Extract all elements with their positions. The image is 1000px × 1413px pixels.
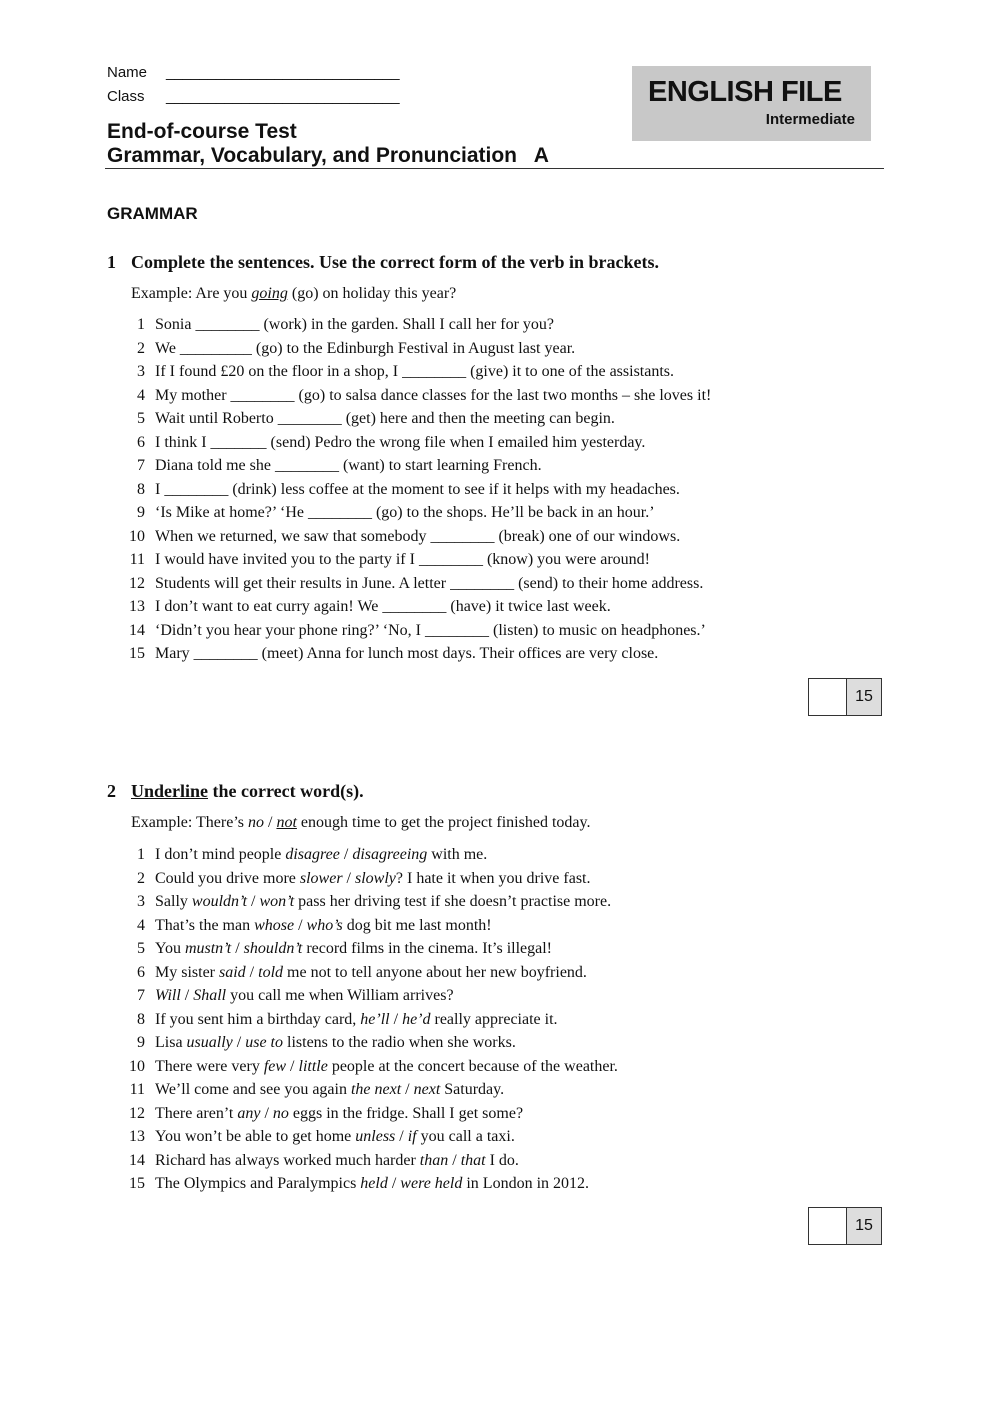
test-subtitle: Grammar, Vocabulary, and Pronunciation A: [107, 144, 549, 167]
exercise-2-item: [137, 963, 587, 982]
option-b[interactable]: slowly: [355, 869, 396, 887]
exercise-2-item: [129, 1057, 618, 1076]
item-text-pre: My sister: [155, 963, 219, 981]
score-input[interactable]: [809, 679, 847, 715]
item-text-post: eggs in the fridge. Shall I get some?: [288, 1104, 524, 1122]
exercise-2-item: [137, 916, 492, 935]
item-number: 15: [129, 1175, 145, 1192]
item-text: When we returned, we saw that somebody ________ (break) one of our windows.: [155, 527, 681, 545]
example-text: enough time to get the project finished today.: [296, 814, 591, 831]
item-number: 1: [137, 316, 145, 333]
option-a[interactable]: wouldn’t: [191, 893, 248, 910]
item-number: 6: [137, 433, 145, 451]
option-a[interactable]: held: [360, 1175, 388, 1192]
item-text-pre: We’ll come and see you again: [155, 1081, 351, 1098]
item-number: 12: [129, 1104, 145, 1122]
exercise-2-item: [137, 1010, 558, 1029]
option-b[interactable]: Shall: [193, 987, 227, 1004]
exercise-2-item: [137, 987, 454, 1005]
exercise-1-item[interactable]: [137, 433, 646, 452]
item-text: I ________ (drink) less coffee at the moment to see if it helps with my headaches.: [155, 480, 680, 498]
item-text-post: really appreciate it.: [430, 1010, 558, 1028]
option-b[interactable]: little: [298, 1057, 328, 1075]
exercise-1-item[interactable]: [137, 363, 675, 381]
option-a[interactable]: slower: [299, 869, 343, 887]
item-number: 12: [129, 574, 145, 592]
item-number: 9: [137, 504, 145, 521]
test-title: End-of-course Test: [107, 120, 297, 143]
name-field[interactable]: ____________________________: [166, 64, 400, 81]
option-separator: /: [395, 1128, 408, 1145]
exercise-1-item[interactable]: [129, 551, 650, 569]
item-number: 10: [129, 527, 145, 545]
item-number: 1: [137, 846, 145, 863]
item-text-post: me not to tell anyone about her new boyfriend.: [283, 963, 587, 981]
exercise-1-item[interactable]: [137, 410, 615, 428]
option-separator: /: [232, 1034, 246, 1051]
item-text: Diana told me she ________ (want) to start learning French.: [155, 457, 542, 474]
item-number: 7: [137, 987, 145, 1004]
exercise-2-item: [129, 1151, 519, 1170]
item-text-post: ? I hate it when you drive fast.: [395, 869, 591, 887]
score-total: 15: [847, 1208, 881, 1244]
example-separator: /: [264, 814, 277, 831]
option-b[interactable]: he’d: [402, 1010, 431, 1028]
option-separator: /: [294, 916, 307, 934]
exercise-1-item[interactable]: [137, 457, 542, 475]
option-a[interactable]: than: [419, 1151, 449, 1169]
item-number: 8: [137, 1010, 145, 1028]
item-text-post: dog bit me last month!: [342, 916, 492, 934]
example-text: Example: Are you: [131, 285, 252, 302]
item-number: 9: [137, 1034, 145, 1051]
name-label: Name: [107, 64, 148, 81]
option-b[interactable]: told: [258, 963, 284, 981]
item-number: 13: [129, 1128, 145, 1145]
item-number: 2: [137, 339, 145, 357]
item-text-pre: I don’t mind people: [155, 846, 286, 863]
exercise-1-item[interactable]: [137, 504, 655, 522]
example-answer: going: [251, 285, 288, 302]
item-text: Mary ________ (meet) Anna for lunch most days. Their offices are very close.: [155, 645, 659, 662]
item-number: 5: [137, 410, 145, 427]
option-b[interactable]: won’t: [259, 893, 295, 910]
item-text-pre: There aren’t: [155, 1104, 238, 1122]
header-divider: [105, 168, 884, 169]
item-text-pre: You won’t be able to get home: [155, 1128, 356, 1145]
exercise-1-instruction: Complete the sentences. Use the correct form of the verb in brackets.: [131, 252, 660, 272]
option-separator: /: [389, 1010, 403, 1028]
item-text-pre: There were very: [155, 1057, 264, 1075]
option-separator: /: [448, 1151, 461, 1169]
example-answer: not: [276, 814, 297, 831]
brand-level: Intermediate: [765, 111, 855, 128]
item-text-post: listens to the radio when she works.: [283, 1034, 516, 1051]
option-b[interactable]: disagreeing: [352, 846, 428, 863]
option-b[interactable]: who’s: [306, 916, 343, 934]
option-b[interactable]: use to: [245, 1034, 283, 1051]
exercise-2-item: [137, 940, 553, 958]
exercise-2-heading: [107, 781, 364, 802]
item-text: My mother ________ (go) to salsa dance classes for the last two months – she loves it!: [155, 386, 712, 404]
exercise-2-instruction: the correct word(s).: [208, 781, 364, 801]
item-number: 13: [129, 598, 145, 615]
option-a[interactable]: any: [237, 1104, 261, 1122]
exercise-2-item: [129, 1128, 515, 1146]
class-label: Class: [107, 88, 145, 105]
item-text: Wait until Roberto ________ (get) here and then the meeting can begin.: [155, 410, 615, 427]
option-a[interactable]: whose: [254, 916, 295, 934]
option-separator: /: [260, 1104, 273, 1122]
exercise-1-item[interactable]: [129, 527, 681, 546]
item-number: 6: [137, 963, 145, 981]
option-b[interactable]: no: [272, 1104, 289, 1122]
item-text-pre: That’s the man: [155, 916, 255, 934]
example-text: (go) on holiday this year?: [287, 285, 457, 302]
option-separator: /: [286, 1057, 299, 1075]
exercise-2-example: [131, 814, 590, 832]
item-text: I would have invited you to the party if I ________ (know) you were around!: [155, 551, 650, 568]
exercise-2-item: [137, 869, 591, 888]
exercise-2-item: [137, 893, 612, 911]
section-heading: GRAMMAR: [107, 204, 198, 223]
item-text-pre: Richard has always worked much harder: [155, 1151, 420, 1169]
item-number: 3: [137, 893, 145, 910]
option-a[interactable]: mustn’t: [184, 940, 232, 957]
item-number: 7: [137, 457, 145, 474]
option-a[interactable]: disagree: [285, 846, 340, 863]
item-text-pre: The Olympics and Paralympics: [155, 1175, 361, 1192]
item-number: 15: [129, 645, 145, 662]
item-text-pre: You: [155, 940, 185, 957]
item-number: 4: [137, 386, 145, 404]
option-separator: /: [387, 1175, 401, 1192]
item-number: 5: [137, 940, 145, 957]
item-number: 3: [137, 363, 145, 380]
example-option: no: [248, 814, 264, 831]
item-text-post: you call a taxi.: [416, 1128, 515, 1145]
option-separator: /: [342, 869, 355, 887]
option-separator: /: [401, 1081, 414, 1098]
item-number: 11: [129, 551, 145, 568]
item-text: We _________ (go) to the Edinburgh Festival in August last year.: [155, 339, 576, 357]
option-a[interactable]: unless: [355, 1128, 396, 1145]
exercise-1-item[interactable]: [137, 339, 576, 358]
item-text-post: Saturday.: [440, 1081, 505, 1098]
item-text-post: in London in 2012.: [462, 1175, 590, 1192]
item-text-pre: Could you drive more: [155, 869, 300, 887]
item-number: 10: [129, 1057, 145, 1075]
item-text-pre: Lisa: [155, 1034, 187, 1051]
item-text-post: record films in the cinema. It’s illegal!: [302, 940, 553, 957]
option-b[interactable]: that: [460, 1151, 486, 1169]
exercise-2-item: [129, 1175, 590, 1193]
exercise-1-example: [131, 285, 456, 303]
option-separator: /: [245, 963, 259, 981]
item-text-post: pass her driving test if she doesn’t practise more.: [294, 893, 612, 910]
exercise-1-item[interactable]: [137, 316, 555, 334]
option-a[interactable]: the next: [350, 1081, 402, 1098]
exercise-2-item: [137, 1034, 516, 1052]
option-a[interactable]: Will: [155, 987, 181, 1004]
option-b[interactable]: shouldn’t: [243, 940, 303, 957]
item-text-post: I do.: [485, 1151, 519, 1169]
exercise-1-heading: [107, 252, 659, 273]
item-number: 11: [129, 1081, 145, 1098]
option-b[interactable]: were held: [400, 1175, 463, 1192]
example-text: Example: There’s: [131, 814, 248, 831]
item-number: 4: [137, 916, 145, 934]
item-number: 2: [137, 869, 145, 887]
option-b[interactable]: next: [413, 1081, 441, 1098]
exercise-1-score-box: [808, 678, 882, 716]
instruction-underline: Underline: [131, 781, 209, 801]
exercise-1-number: 1: [107, 252, 116, 272]
class-field[interactable]: ____________________________: [166, 88, 400, 105]
exercise-1-item[interactable]: [129, 598, 611, 616]
exercise-2-item: [137, 846, 488, 864]
english-file-logo: [632, 66, 871, 141]
option-a[interactable]: usually: [186, 1034, 233, 1051]
option-separator: /: [231, 940, 244, 957]
item-text: If I found £20 on the floor in a shop, I ________ (give) it to one of the assistants.: [155, 363, 675, 380]
item-text-pre: Sally: [155, 893, 192, 910]
exercise-1-item[interactable]: [129, 645, 659, 663]
score-total: 15: [847, 679, 881, 715]
score-input[interactable]: [809, 1208, 847, 1244]
option-separator: /: [339, 846, 353, 863]
item-text-post: people at the concert because of the weather.: [327, 1057, 618, 1075]
item-text: ‘Is Mike at home?’ ‘He ________ (go) to the shops. He’ll be back in an hour.’: [155, 504, 655, 521]
option-b[interactable]: if: [407, 1128, 417, 1145]
option-a[interactable]: said: [219, 963, 246, 981]
item-number: 14: [129, 1151, 145, 1169]
item-text-post: you call me when William arrives?: [226, 987, 454, 1004]
item-text-post: with me.: [427, 846, 488, 863]
brand-title: ENGLISH FILE: [648, 76, 842, 108]
item-text: ‘Didn’t you hear your phone ring?’ ‘No, I ________ (listen) to music on headphones.’: [155, 621, 706, 639]
exercise-2-item: [129, 1104, 524, 1123]
item-text: Sonia ________ (work) in the garden. Shall I call her for you?: [155, 316, 555, 333]
item-number: 14: [129, 621, 145, 639]
exercise-2-item: [129, 1081, 505, 1099]
item-number: 8: [137, 480, 145, 498]
exercise-1-item[interactable]: [137, 386, 712, 405]
option-separator: /: [247, 893, 260, 910]
exercise-2-number: 2: [107, 781, 116, 801]
item-text: Students will get their results in June. A letter ________ (send) to their home address.: [155, 574, 704, 592]
exercise-1-item[interactable]: [129, 574, 704, 593]
item-text-pre: If you sent him a birthday card,: [155, 1010, 361, 1028]
option-a[interactable]: few: [263, 1057, 287, 1075]
option-a[interactable]: he’ll: [360, 1010, 390, 1028]
exercise-2-score-box: [808, 1207, 882, 1245]
exercise-1-item[interactable]: [137, 480, 680, 499]
exercise-1-item[interactable]: [129, 621, 706, 640]
option-separator: /: [180, 987, 194, 1004]
item-text: I don’t want to eat curry again! We ________ (have) it twice last week.: [155, 598, 611, 615]
item-text: I think I _______ (send) Pedro the wrong file when I emailed him yesterday.: [155, 433, 646, 451]
